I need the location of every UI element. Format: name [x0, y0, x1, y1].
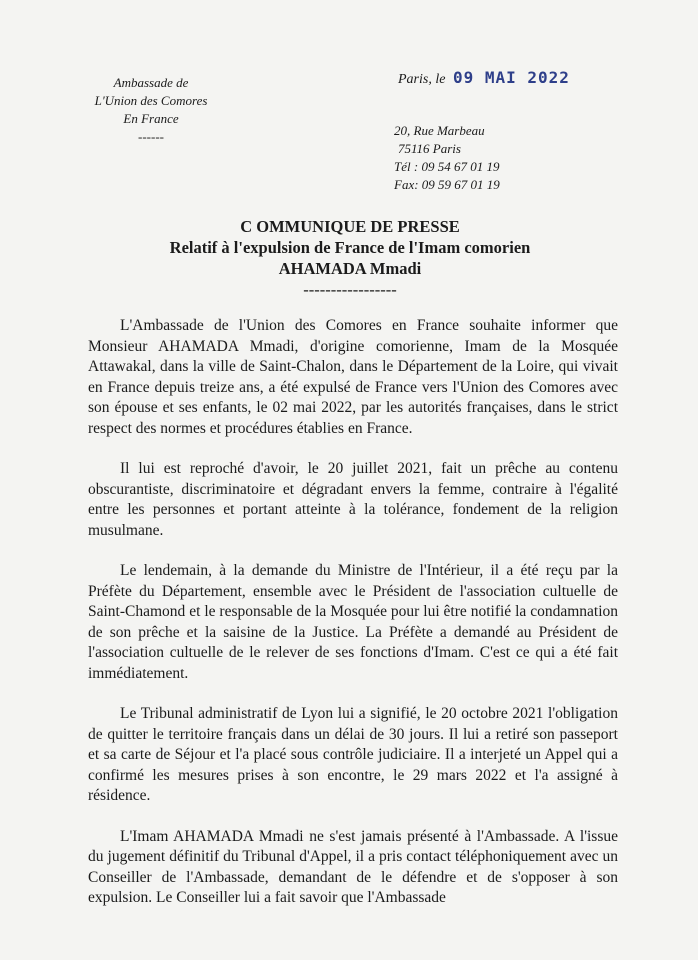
address-tel: Tél : 09 54 67 01 19: [394, 159, 500, 174]
dateline: [398, 68, 570, 88]
date-stamp: 09 MAI 2022: [452, 68, 570, 87]
paragraph: Le lendemain, à la demande du Ministre de l'Intérieur, il a été reçu par la Préfète du Département, ensemble avec le Président de l'association cultuelle de Saint-Chamond et le responsable de la Mosquée pour lui être notifié la condamnation de son prêche et la saisine de la Justice. La Préfète a demandé au Président de l'association cultuelle de le relever de ses fonctions d'Imam. C'est ce qui a été fait immédiatement.: [88, 562, 618, 682]
paragraph: Il lui est reproché d'avoir, le 20 juillet 2021, fait un prêche au contenu obscurantiste, discriminatoire et dégradant envers la femme, contraire à l'égalité entre les personnes et portant atteinte à la tolérance, fondement de la religion musulmane.: [88, 460, 618, 539]
sender-line-1: Ambassade de: [113, 75, 189, 90]
address-block: [394, 122, 500, 194]
address-street: 20, Rue Marbeau: [394, 123, 485, 138]
address-city: 75116 Paris: [398, 141, 461, 156]
heading-subtitle: Relatif à l'expulsion de France de l'Imam comorien: [169, 238, 531, 257]
heading-title: C OMMUNIQUE DE PRESSE: [240, 217, 460, 236]
press-release-heading: [100, 216, 600, 300]
sender-line-2: L'Union des Comores: [94, 93, 208, 108]
heading-name: AHAMADA Mmadi: [278, 259, 422, 278]
sender-separator: ------: [138, 129, 164, 144]
paragraph: L'Ambassade de l'Union des Comores en France souhaite informer que Monsieur AHAMADA Mmadi, d'origine comorienne, Imam de la Mosquée Attawakal, dans la ville de Saint-Chalon, dans le Département de la Loire, qui vivait en France depuis treize ans, a été expulsé de France vers l'Union des Comores avec son épouse et ses enfants, le 02 mai 2022, par les autorités françaises, dans le strict respect des normes et procédures établies en France.: [88, 317, 618, 437]
heading-rule: -----------------: [303, 280, 397, 299]
body-text: [88, 316, 618, 929]
sender-block: [76, 74, 226, 146]
sender-line-3: En France: [123, 111, 179, 126]
paragraph: L'Imam AHAMADA Mmadi ne s'est jamais présenté à l'Ambassade. A l'issue du jugement définitif du Tribunal d'Appel, il a pris contact téléphoniquement avec un Conseiller de l'Ambassade, demandant de le défendre et de s'opposer à son expulsion. Le Conseiller lui a fait savoir que l'Ambassade: [88, 827, 618, 906]
paragraph: Le Tribunal administratif de Lyon lui a signifié, le 20 octobre 2021 l'obligation de quitter le territoire français dans un délai de 30 jours. Il lui a retiré son passeport et sa carte de Séjour et l'a placé sous contrôle judiciaire. Il a interjeté un Appel qui a confirmé les mesures prises à son encontre, le 29 mars 2022 et l'a assigné à résidence.: [88, 705, 618, 804]
date-prefix: Paris, le: [398, 72, 446, 87]
address-fax: Fax: 09 59 67 01 19: [394, 177, 500, 192]
